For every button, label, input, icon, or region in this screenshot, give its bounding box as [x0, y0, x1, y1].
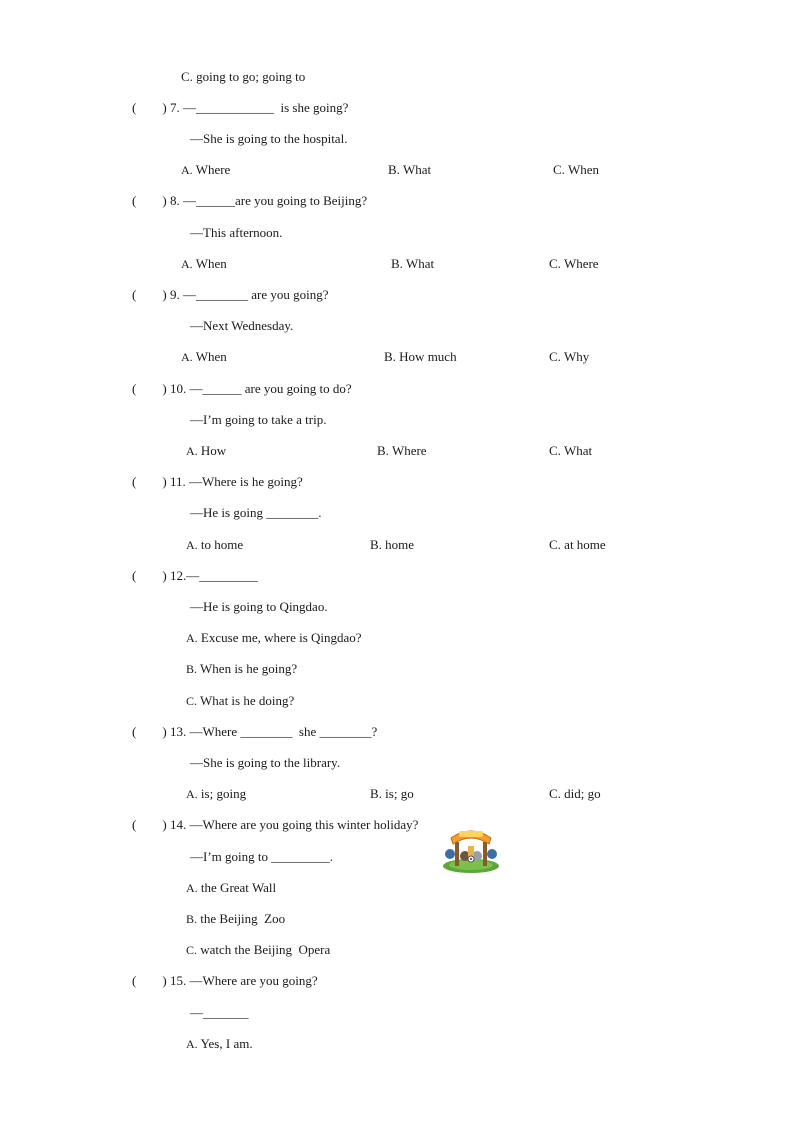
option-a: A. the Great Wall: [186, 880, 277, 895]
option-b: B. home: [370, 537, 415, 552]
option-c: C. What is he doing?: [186, 693, 295, 708]
answer-line: —This afternoon.: [190, 225, 283, 240]
answer-line: —He is going ________.: [190, 505, 322, 520]
option-a: A. When: [181, 256, 227, 271]
answer-line: —_______: [190, 1005, 249, 1020]
question-stem: 10. —______ are you going to do?: [170, 381, 352, 396]
answer-line: —I’m going to take a trip.: [190, 412, 327, 427]
option-b: B. What: [391, 256, 435, 271]
question-stem: 15. —Where are you going?: [170, 973, 318, 988]
answer-line: —He is going to Qingdao.: [190, 599, 328, 614]
answer-paren: ( ): [132, 381, 167, 396]
answer-paren: ( ): [132, 724, 167, 739]
answer-paren: ( ): [132, 287, 167, 302]
option-b: B. is; go: [370, 786, 414, 801]
question-stem: 13. —Where ________ she ________?: [170, 724, 378, 739]
answer-paren: ( ): [132, 193, 167, 208]
zoo-entrance-illustration-icon: [441, 826, 501, 874]
question-stem: 8. —______are you going to Beijing?: [170, 193, 368, 208]
answer-paren: ( ): [132, 568, 167, 583]
option-b: B. When is he going?: [186, 661, 298, 676]
option-a: A. is; going: [186, 786, 247, 801]
option-c: C. watch the Beijing Opera: [186, 942, 331, 957]
option-c: C. Why: [549, 349, 590, 364]
option-b: B. Where: [377, 443, 427, 458]
option-a: A. How: [186, 443, 227, 458]
option-b: B. How much: [384, 349, 457, 364]
option-c: C. When: [553, 162, 599, 177]
answer-paren: ( ): [132, 817, 167, 832]
option-c: C. What: [549, 443, 593, 458]
answer-line: —She is going to the hospital.: [190, 131, 348, 146]
answer-line: —Next Wednesday.: [190, 318, 294, 333]
option-a: A. Where: [181, 162, 231, 177]
option-a: A. Yes, I am.: [186, 1036, 253, 1051]
option-a: A. to home: [186, 537, 244, 552]
answer-paren: ( ): [132, 100, 167, 115]
question-stem: 9. —________ are you going?: [170, 287, 329, 302]
answer-line: —I’m going to _________.: [190, 849, 333, 864]
option-c: C. did; go: [549, 786, 601, 801]
option-c: C. at home: [549, 537, 606, 552]
option-a: A. When: [181, 349, 227, 364]
answer-line: —She is going to the library.: [190, 755, 341, 770]
question-stem: 14. —Where are you going this winter holiday?: [170, 817, 419, 832]
option-c: C. Where: [549, 256, 599, 271]
answer-paren: ( ): [132, 474, 167, 489]
option-a: A. Excuse me, where is Qingdao?: [186, 630, 362, 645]
question-stem: 12.—_________: [170, 568, 258, 583]
option-b: B. What: [388, 162, 432, 177]
question-stem: 7. —____________ is she going?: [170, 100, 349, 115]
answer-paren: ( ): [132, 973, 167, 988]
question-stem: 11. —Where is he going?: [170, 474, 303, 489]
option-line: C. going to go; going to: [181, 69, 306, 84]
option-b: B. the Beijing Zoo: [186, 911, 286, 926]
